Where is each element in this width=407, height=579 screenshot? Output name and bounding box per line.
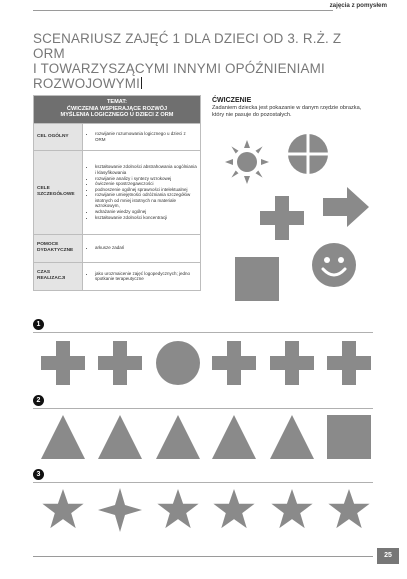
row-value: [83, 234, 201, 262]
list-item: • rozwijanie umiejętności odróżniania szczegółów istotnych od mniej istotnych na materiale wzrokowym,: [95, 192, 197, 209]
five-point-star-icon[interactable]: [212, 488, 256, 532]
five-point-star-icon[interactable]: [41, 488, 85, 532]
five-point-star-icon[interactable]: [156, 488, 200, 532]
list-item: • kształtowanie zdolności koncentracji: [95, 215, 197, 221]
table-row: [34, 123, 201, 150]
table-header-row: [34, 96, 201, 124]
triangle-icon[interactable]: [98, 415, 142, 459]
row-number-badge: 1: [33, 319, 44, 330]
row-value: [83, 123, 201, 150]
table-header: [34, 96, 201, 124]
lesson-table: [33, 95, 201, 291]
row-number-badge: 2: [33, 395, 44, 406]
table-row: [34, 234, 201, 262]
list-item: • wdrażanie wiedzy ogólnej: [95, 209, 197, 215]
cross-icon[interactable]: [327, 341, 371, 385]
title-line-2: I TOWARZYSZĄCYMI INNYMI OPÓŹNIENIAMI: [33, 61, 325, 76]
triangle-icon[interactable]: [270, 415, 314, 459]
row-number-badge: 3: [33, 469, 44, 480]
table-row: [34, 262, 201, 290]
triangle-icon[interactable]: [41, 415, 85, 459]
list-item: • podnoszenie ogólnej sprawności intelektualnej: [95, 187, 197, 193]
cross-icon: [260, 196, 304, 240]
section-label: zajęcia z pomysłem: [329, 2, 387, 9]
exercise-heading: ĆWICZENIE: [212, 97, 252, 104]
arrow-right-icon: [323, 187, 369, 227]
table-header-line-3: MYŚLENIA LOGICZNEGO U DZIECI Z ORM: [60, 112, 174, 119]
list-item: • arkusze zadań: [95, 245, 197, 251]
list-item: • jako urozmaicenie zajęć logopedycznych; jedno spotkanie terapeutyczne: [95, 271, 197, 282]
table-header-line-1: TEMAT:: [106, 99, 128, 105]
triangle-icon[interactable]: [212, 415, 256, 459]
cross-icon[interactable]: [41, 341, 85, 385]
list-item: • kształtowanie zdolności abstrahowania uogólniania i klasyfikowania: [95, 164, 197, 175]
square-icon: [235, 257, 279, 301]
row-value: [83, 262, 201, 290]
title-line-3: ROZWOJOWYMI: [33, 76, 141, 91]
header-rule: [33, 10, 333, 11]
text-cursor: [141, 77, 142, 89]
smiley-icon: [312, 243, 356, 287]
title-line-1: SCENARIUSZ ZAJĘĆ 1 DLA DZIECI OD 3. R.Ż. Z ORM: [33, 31, 342, 61]
footer-rule: [33, 556, 373, 557]
row-divider: [33, 332, 373, 333]
row-divider: [33, 408, 373, 409]
page-number: 25: [377, 548, 399, 564]
exercise-description: Zadaniem dziecka jest pokazanie w danym rzędzie obrazka, który nie pasuje do pozostałych.: [212, 105, 362, 118]
cross-icon[interactable]: [212, 341, 256, 385]
cross-icon[interactable]: [98, 341, 142, 385]
five-point-star-icon[interactable]: [270, 488, 314, 532]
row-value: [83, 150, 201, 234]
page-title: [33, 31, 363, 91]
row-label: POMOCE DYDAKTYCZNE: [34, 234, 83, 262]
four-point-star-icon[interactable]: [98, 488, 142, 532]
table-header-line-2: ĆWICZENIA WSPIERAJĄCE ROZWÓJ: [66, 105, 168, 112]
triangle-icon[interactable]: [156, 415, 200, 459]
square-icon[interactable]: [327, 415, 371, 459]
cross-icon[interactable]: [270, 341, 314, 385]
five-point-star-icon[interactable]: [327, 488, 371, 532]
quartered-circle-icon: [287, 133, 329, 175]
list-item: • rozwijanie rozumowania logicznego u dzieci z ORM: [95, 131, 197, 142]
row-divider: [33, 482, 373, 483]
list-item: • ćwiczenie spostrzegawczości: [95, 181, 197, 187]
row-label: CEL OGÓLNY: [34, 123, 83, 150]
row-label: CELE SZCZEGÓŁOWE: [34, 150, 83, 234]
row-label: CZAS REALIZACJI: [34, 262, 83, 290]
table-row: [34, 150, 201, 234]
list-item: • rozwijanie analizy i syntezy wzrokowej: [95, 176, 197, 182]
circle-icon[interactable]: [156, 341, 200, 385]
sun-icon: [225, 140, 269, 184]
